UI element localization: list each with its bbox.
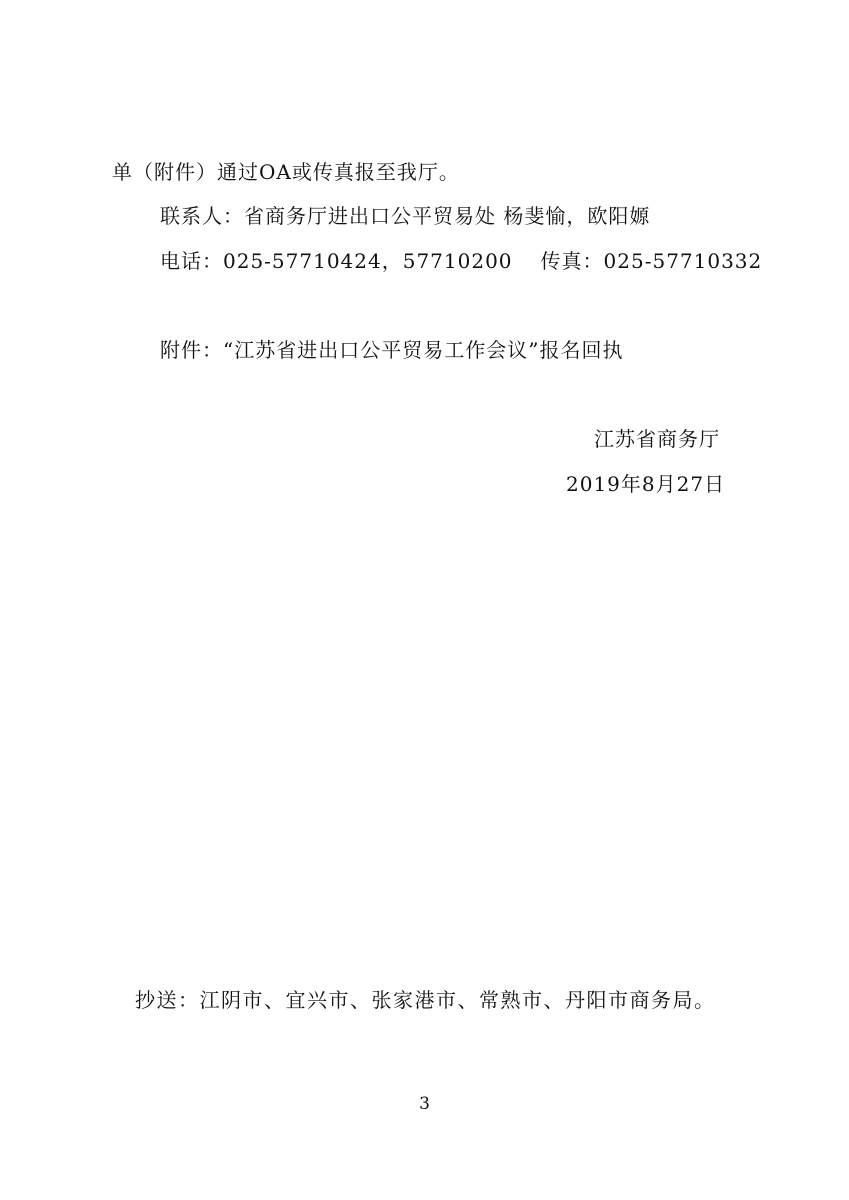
continuation-line: 单（附件）通过OA或传真报至我厅。: [112, 160, 460, 184]
attachment-line: 附件：“江苏省进出口公平贸易工作会议”报名回执: [160, 338, 624, 362]
cc-line: 抄送：江阴市、宜兴市、张家港市、常熟市、丹阳市商务局。: [135, 988, 716, 1012]
issuer-name: 江苏省商务厅: [594, 427, 720, 451]
fax-label: 传真：: [540, 249, 604, 273]
issue-date: 2019年8月27日: [566, 472, 726, 496]
phone-fax-line: [160, 247, 762, 275]
phone-label: 电话：: [160, 249, 223, 273]
phone-value: 025-57710424，57710200: [223, 249, 513, 273]
contact-line: 联系人：省商务厅进出口公平贸易处 杨斐愉，欧阳嫄: [160, 204, 651, 228]
page-number: 3: [419, 1094, 430, 1114]
fax-value: 025-57710332: [603, 249, 763, 273]
